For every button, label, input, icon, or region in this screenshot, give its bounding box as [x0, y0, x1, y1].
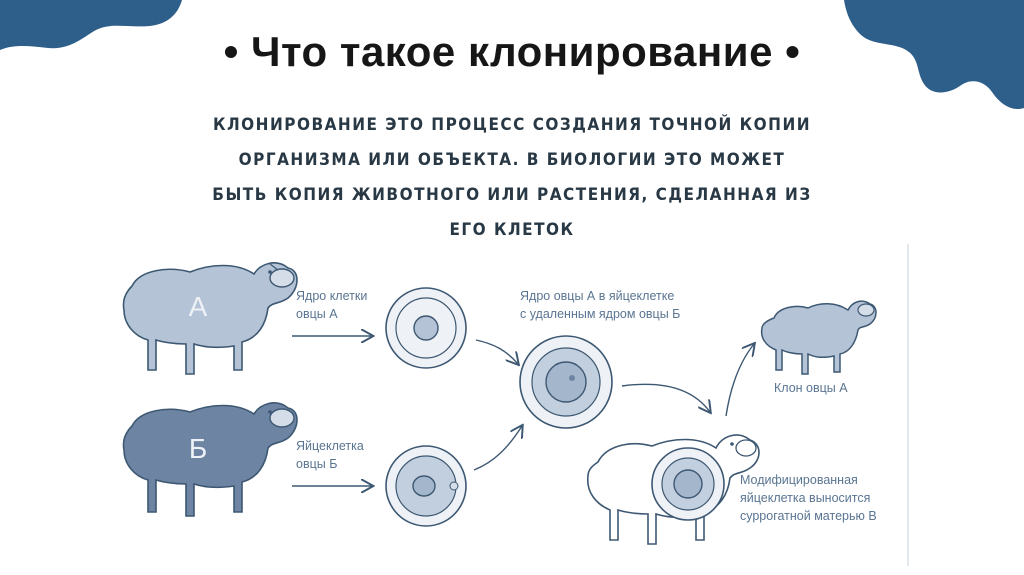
clone-label: Клон овцы А — [774, 381, 848, 395]
arrow-to-clone — [726, 344, 754, 416]
step2-label-line2: овцы Б — [296, 457, 338, 471]
arrow-to-combined-top — [476, 340, 518, 364]
step2-label-line1: Яйцеклетка — [296, 439, 364, 453]
sheep-a-label: А — [188, 291, 208, 322]
step1-label-line1: Ядро клетки — [296, 289, 368, 303]
clone-sheep — [762, 301, 876, 374]
arrow-to-surrogate — [622, 384, 710, 412]
cell-nucleus-a — [386, 288, 466, 368]
surrogate-sheep — [588, 435, 759, 544]
step4-label-line3: суррогатной матерью В — [740, 509, 877, 523]
step1-label-line2: овцы А — [296, 307, 338, 321]
cell-egg-b — [386, 446, 466, 526]
cell-combined — [520, 336, 612, 428]
cloning-diagram — [110, 240, 910, 570]
step4-label-line2: яйцеклетка выносится — [740, 491, 871, 505]
step3-label-line2: с удаленным ядром овцы Б — [520, 307, 681, 321]
sheep-a — [123, 263, 297, 374]
step3-label-line1: Ядро овцы А в яйцеклетке — [520, 289, 675, 303]
arrow-to-combined-bottom — [474, 426, 522, 470]
sheep-b-label: Б — [188, 433, 208, 464]
page-title: • Что такое клонирование • — [223, 28, 801, 75]
lead-text: КЛОНИРОВАНИЕ ЭТО ПРОЦЕСС СОЗДАНИЯ ТОЧНОЙ КОПИИ ОРГАНИЗМА ИЛИ ОБЪЕКТА. В БИОЛОГИИ ЭТО МОЖЕТ БЫТЬ КОПИЯ ЖИВОТНОГО ИЛИ РАСТЕНИЯ, СДЕЛАННАЯ ИЗ ЕГО КЛЕТОК — [212, 115, 812, 240]
sheep-b — [123, 403, 297, 516]
step4-label-line1: Модифицированная — [740, 473, 858, 487]
cloning-diagram-svg — [110, 240, 910, 570]
